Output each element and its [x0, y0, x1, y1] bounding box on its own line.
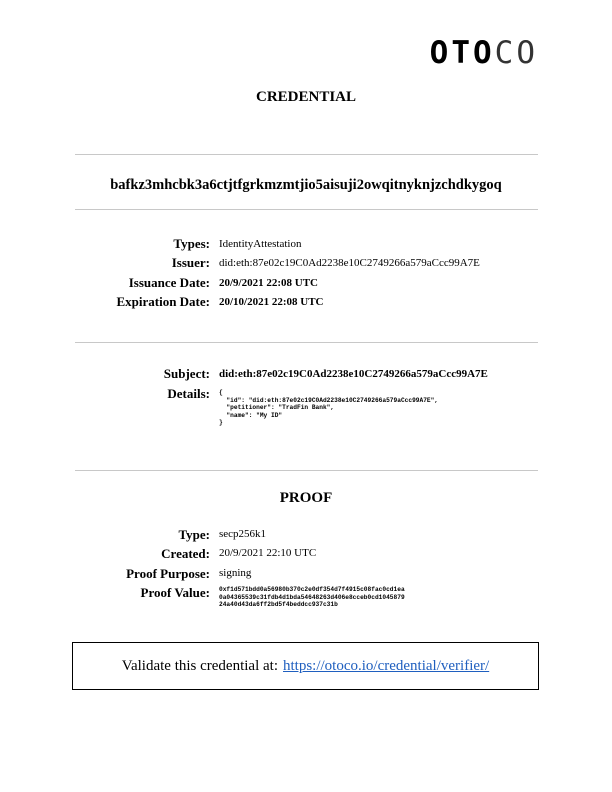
credential-id: bafkz3mhcbk3a6ctjtfgrkmzmtjio5aisuji2owqitnyknjzchdkygoq — [110, 177, 502, 193]
proof-purpose-label: Proof Purpose: — [126, 566, 210, 581]
details-label: Details: — [167, 386, 210, 401]
logo-text-bold: OTO — [429, 35, 495, 71]
expiration-date-value: 20/10/2021 22:08 UTC — [219, 296, 324, 308]
details-json: { "id": "did:eth:87e02c19C0Ad2238e10C2749266a579aCcc99A7E", "petitioner": "TradFin Bank", "name": "My ID" } — [219, 389, 439, 426]
logo-text-light: CO — [494, 35, 538, 71]
types-label: Types: — [173, 236, 210, 251]
types-value: IdentityAttestation — [219, 238, 302, 250]
proof-title: PROOF — [279, 490, 333, 506]
validate-text: Validate this credential at: — [121, 657, 278, 674]
issuance-date-value: 20/9/2021 22:08 UTC — [219, 277, 318, 289]
issuer-value: did:eth:87e02c19C0Ad2238e10C2749266a579aCcc99A7E — [219, 257, 480, 269]
proof-created-value: 20/9/2021 22:10 UTC — [219, 547, 317, 559]
expiration-date-label: Expiration Date: — [116, 294, 210, 309]
verifier-link[interactable]: https://otoco.io/credential/verifier/ — [283, 657, 490, 674]
subject-label: Subject: — [163, 366, 210, 381]
subject-value: did:eth:87e02c19C0Ad2238e10C2749266a579aCcc99A7E — [219, 368, 488, 380]
proof-type-value: secp256k1 — [219, 528, 267, 540]
credential-title: CREDENTIAL — [255, 89, 357, 105]
divider — [75, 154, 538, 155]
issuance-date-label: Issuance Date: — [128, 275, 210, 290]
proof-created-label: Created: — [161, 546, 210, 561]
validate-box — [72, 642, 539, 690]
proof-type-label: Type: — [178, 527, 210, 542]
otoco-logo — [430, 36, 538, 70]
proof-value-label: Proof Value: — [140, 585, 210, 600]
proof-value-hex: 0xf1d571bdd0a56980b370c2e0df354d7f4915c08fac0cd1ea 0a04365539c31fdb4d1bda54648263d406e8cceb0cd1045879 24a40d43da6ff2bd5f4beddcc937c31b — [219, 586, 405, 608]
proof-purpose-value: signing — [219, 567, 252, 579]
issuer-label: Issuer: — [171, 255, 210, 270]
divider — [75, 209, 538, 210]
divider — [75, 342, 538, 343]
divider — [75, 470, 538, 471]
